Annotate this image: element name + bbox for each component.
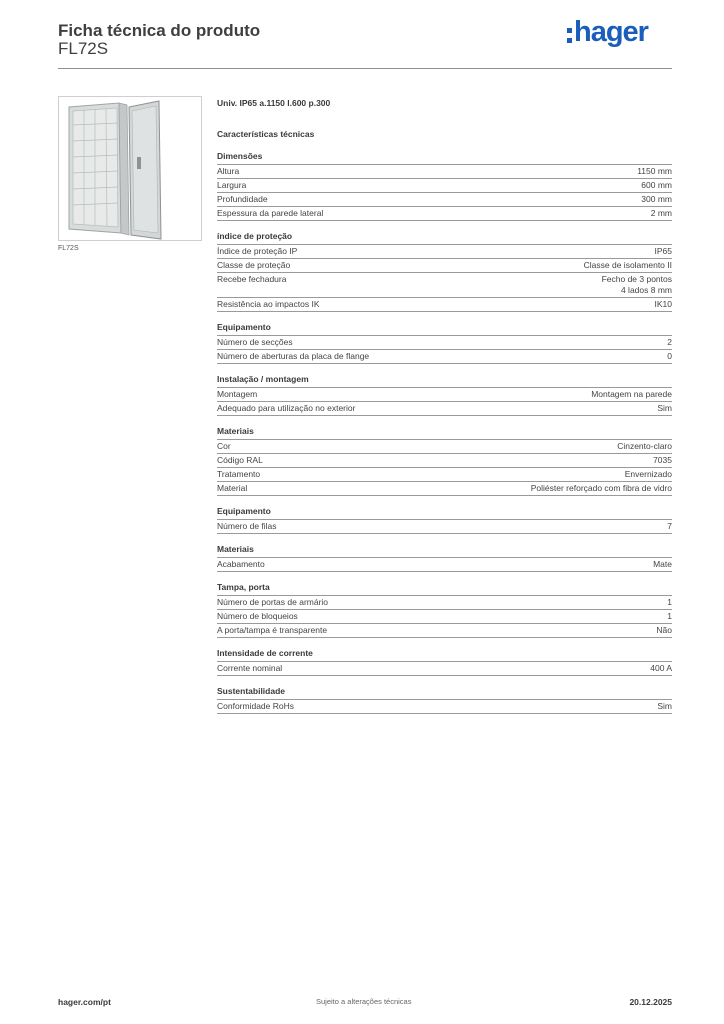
spec-value xyxy=(667,597,672,608)
spec-value-line: Mate xyxy=(653,559,672,569)
spec-section xyxy=(217,321,672,364)
spec-value xyxy=(584,260,672,271)
spec-row xyxy=(217,259,672,273)
spec-row xyxy=(217,388,672,402)
cabinet-photo-icon xyxy=(59,97,201,240)
spec-value-line: 7035 xyxy=(653,455,672,465)
spec-row xyxy=(217,468,672,482)
spec-content xyxy=(217,96,672,714)
spec-label: Número de portas de armário xyxy=(217,597,329,607)
spec-label: Resistência ao impactos IK xyxy=(217,299,320,309)
spec-section xyxy=(217,150,672,221)
spec-value xyxy=(651,208,672,219)
spec-value xyxy=(656,625,672,636)
logo-text: hager xyxy=(574,15,648,48)
spec-label: Altura xyxy=(217,166,240,176)
spec-value-line: IP65 xyxy=(654,246,672,256)
spec-label: Índice de proteção IP xyxy=(217,246,298,256)
spec-section xyxy=(217,685,672,714)
page-title: Ficha técnica do produto xyxy=(58,21,261,40)
spec-value-line: Poliéster reforçado com fibra de vidro xyxy=(530,483,672,493)
spec-row xyxy=(217,482,672,496)
spec-value xyxy=(653,455,672,466)
section-title: Equipamento xyxy=(217,321,672,336)
spec-value xyxy=(657,701,672,712)
spec-row xyxy=(217,662,672,676)
spec-row xyxy=(217,624,672,638)
spec-label: Corrente nominal xyxy=(217,663,283,673)
spec-row xyxy=(217,558,672,572)
spec-label: Número de bloqueios xyxy=(217,611,298,621)
spec-value-line: 7 xyxy=(667,521,672,531)
spec-value-line: Não xyxy=(656,625,672,635)
spec-value-line: 4 lados 8 mm xyxy=(620,285,672,295)
header-divider xyxy=(58,68,672,69)
spec-value xyxy=(641,194,672,205)
spec-value xyxy=(602,274,672,296)
spec-value-line: 1 xyxy=(667,597,672,607)
spec-row xyxy=(217,165,672,179)
spec-label: Número de filas xyxy=(217,521,277,531)
spec-section xyxy=(217,373,672,416)
spec-section xyxy=(217,505,672,534)
product-title: Univ. IP65 a.1150 l.600 p.300 xyxy=(217,98,331,108)
spec-row xyxy=(217,596,672,610)
spec-label: Montagem xyxy=(217,389,258,399)
spec-row xyxy=(217,179,672,193)
section-title: Dimensões xyxy=(217,150,672,165)
spec-value-line: Classe de isolamento II xyxy=(583,260,672,270)
spec-value xyxy=(531,483,672,494)
spec-value-line: Fecho de 3 pontos xyxy=(601,274,672,284)
section-title: Tampa, porta xyxy=(217,581,672,596)
spec-row xyxy=(217,454,672,468)
characteristics-heading: Características técnicas xyxy=(217,129,315,139)
spec-label: Adequado para utilização no exterior xyxy=(217,403,356,413)
footer-website[interactable]: hager.com/pt xyxy=(58,997,111,1007)
spec-label: Conformidade RoHs xyxy=(217,701,295,711)
spec-label: Número de aberturas da placa de flange xyxy=(217,351,370,361)
spec-value-line: 400 A xyxy=(650,663,672,673)
spec-label: Profundidade xyxy=(217,194,268,204)
spec-value xyxy=(667,337,672,348)
spec-value xyxy=(617,441,672,452)
spec-row xyxy=(217,440,672,454)
footer-date: 20.12.2025 xyxy=(629,997,672,1007)
spec-value xyxy=(653,559,672,570)
spec-row xyxy=(217,520,672,534)
spec-value xyxy=(650,663,672,674)
spec-label: Acabamento xyxy=(217,559,265,569)
spec-label: Código RAL xyxy=(217,455,263,465)
spec-value-line: 300 mm xyxy=(641,194,672,204)
spec-value xyxy=(641,180,672,191)
spec-value xyxy=(657,403,672,414)
section-title: Materiais xyxy=(217,425,672,440)
spec-row xyxy=(217,193,672,207)
spec-value-line: 0 xyxy=(667,351,672,361)
logo-mark-icon xyxy=(567,28,572,43)
spec-row xyxy=(217,207,672,221)
spec-section xyxy=(217,647,672,676)
spec-value xyxy=(625,469,672,480)
spec-value-line: 600 mm xyxy=(641,180,672,190)
section-title: Materiais xyxy=(217,543,672,558)
spec-label: A porta/tampa é transparente xyxy=(217,625,328,635)
section-title: Sustentabilidade xyxy=(217,685,672,700)
spec-value xyxy=(667,521,672,532)
spec-label: Largura xyxy=(217,180,247,190)
spec-value xyxy=(637,166,672,177)
spec-row xyxy=(217,402,672,416)
spec-value-line: 1 xyxy=(667,611,672,621)
spec-section xyxy=(217,230,672,312)
spec-value-line: 2 mm xyxy=(650,208,672,218)
spec-row xyxy=(217,350,672,364)
spec-value-line: Cinzento-claro xyxy=(617,441,672,451)
spec-value-line: Envernizado xyxy=(624,469,672,479)
spec-value-line: Sim xyxy=(657,403,672,413)
spec-sections xyxy=(217,150,672,714)
spec-row xyxy=(217,610,672,624)
spec-value xyxy=(655,299,673,310)
spec-value xyxy=(667,351,672,362)
spec-value-line: Sim xyxy=(657,701,672,711)
spec-label: Espessura da parede lateral xyxy=(217,208,324,218)
footer-notice: Sujeito a alterações técnicas xyxy=(316,997,412,1006)
spec-value-line: IK10 xyxy=(654,299,672,309)
photo-caption: FL72S xyxy=(58,245,79,252)
spec-label: Tratamento xyxy=(217,469,261,479)
spec-section xyxy=(217,425,672,496)
section-title: Intensidade de corrente xyxy=(217,647,672,662)
spec-label: Recebe fechadura xyxy=(217,274,287,284)
section-title: Instalação / montagem xyxy=(217,373,672,388)
spec-section xyxy=(217,581,672,638)
spec-value xyxy=(591,389,672,400)
product-photo xyxy=(58,96,202,241)
spec-row xyxy=(217,700,672,714)
spec-row xyxy=(217,298,672,312)
spec-label: Material xyxy=(217,483,248,493)
section-title: índice de proteção xyxy=(217,230,672,245)
spec-label: Cor xyxy=(217,441,231,451)
spec-section xyxy=(217,543,672,572)
spec-value-line: Montagem na parede xyxy=(591,389,672,399)
spec-label: Classe de proteção xyxy=(217,260,291,270)
spec-row xyxy=(217,336,672,350)
hager-logo xyxy=(567,14,648,50)
spec-row xyxy=(217,245,672,259)
spec-label: Número de secções xyxy=(217,337,293,347)
spec-value xyxy=(667,611,672,622)
spec-value xyxy=(655,246,673,257)
section-title: Equipamento xyxy=(217,505,672,520)
product-code: FL72S xyxy=(58,39,109,58)
spec-value-line: 2 xyxy=(667,337,672,347)
spec-value-line: 1150 mm xyxy=(637,166,672,176)
spec-row xyxy=(217,273,672,298)
